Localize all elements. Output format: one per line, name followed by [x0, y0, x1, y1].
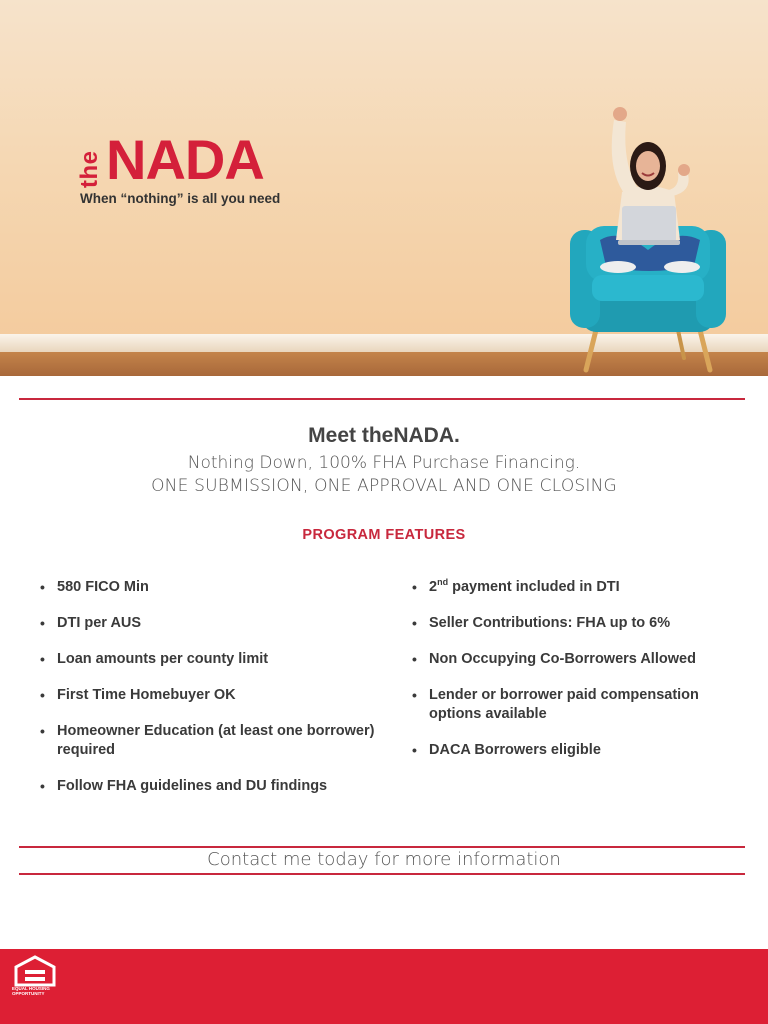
footer-bar	[0, 949, 768, 1024]
divider-contact-bottom	[19, 873, 745, 875]
subheadline-financing: Nothing Down, 100% FHA Purchase Financing.	[187, 453, 581, 473]
feature-superscript: nd	[437, 577, 449, 588]
woman-on-chair-photo	[560, 100, 740, 376]
feature-item: • DACA Borrowers eligible	[412, 741, 742, 760]
features-left-column	[40, 578, 380, 813]
logo-prefix: the	[76, 150, 103, 188]
feature-item: • Lender or borrower paid compensation options available	[412, 686, 742, 724]
page-headline: Meet theNADA.	[308, 424, 460, 447]
feature-item: • 580 FICO Min	[40, 578, 380, 597]
feature-item: • Loan amounts per county limit	[40, 650, 380, 669]
feature-item: • Non Occupying Co-Borrowers Allowed	[412, 650, 742, 669]
feature-item: • Follow FHA guidelines and DU findings	[40, 777, 380, 796]
equal-housing-line2: OPPORTUNITY	[12, 991, 45, 996]
feature-item: • Homeowner Education (at least one borrower) required	[40, 722, 380, 760]
feature-rest: payment included in DTI	[448, 579, 620, 595]
features-right-column	[412, 578, 742, 777]
feature-item	[412, 578, 742, 597]
subheadline-one-closing: ONE SUBMISSION, ONE APPROVAL AND ONE CLOSING	[151, 476, 617, 496]
contact-text: Contact me today for more information	[207, 849, 561, 870]
feature-item: • DTI per AUS	[40, 614, 380, 633]
program-features-title: PROGRAM FEATURES	[302, 527, 466, 543]
equal-housing-line1: EQUAL HOUSING	[12, 986, 50, 991]
feature-item: • Seller Contributions: FHA up to 6%	[412, 614, 742, 633]
equal-housing-label	[12, 986, 60, 996]
feature-prefix: 2	[429, 579, 438, 595]
divider-top	[19, 398, 745, 400]
divider-contact-top	[19, 846, 745, 848]
feature-item: • First Time Homebuyer OK	[40, 686, 380, 705]
hero-banner	[0, 0, 768, 376]
tagline: When “nothing” is all you need	[80, 191, 281, 206]
logo-name: NADA	[106, 128, 264, 191]
